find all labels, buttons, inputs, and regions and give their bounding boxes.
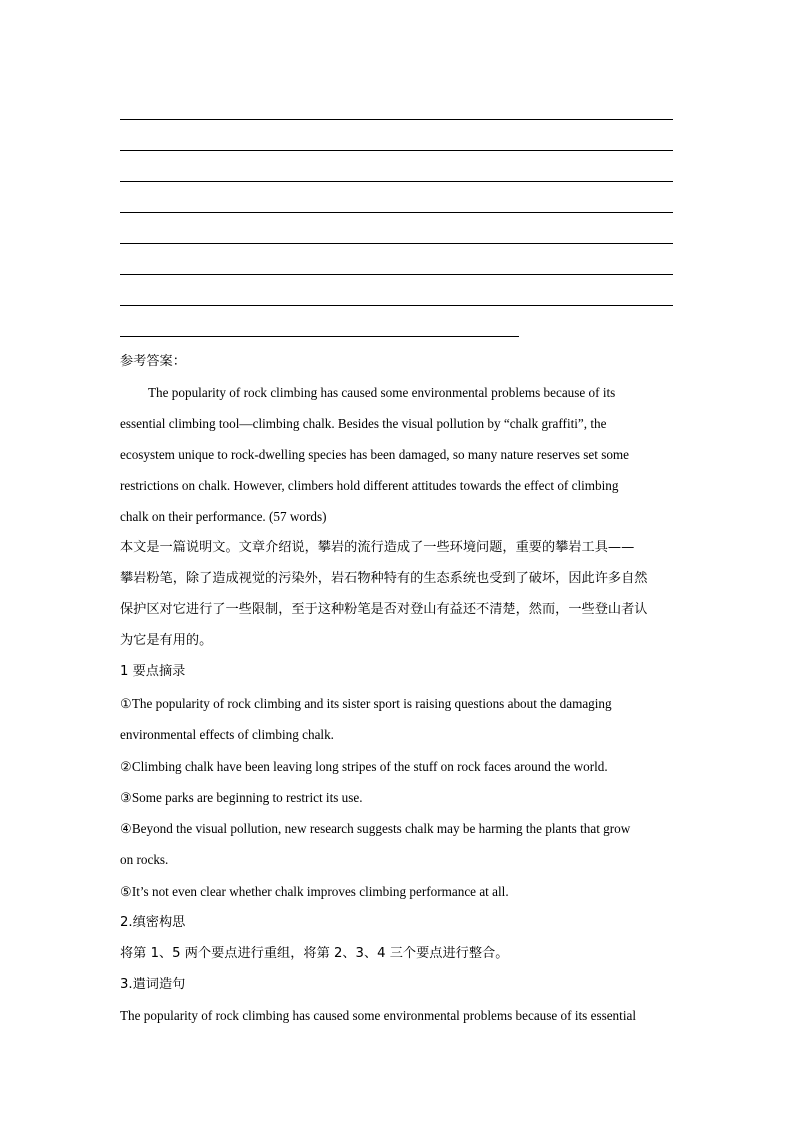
analysis-line: 攀岩粉笔，除了造成视觉的污染外，岩石物种特有的生态系统也受到了破坏，因此许多自然	[120, 571, 648, 586]
wording-text: The popularity of rock climbing has caused some environmental problems because of its essential	[120, 1008, 636, 1023]
answer-heading: 参考答案：	[120, 354, 186, 369]
section-heading-key-points: 1 要点摘录	[120, 664, 186, 679]
key-point-line: ①The popularity of rock climbing and its sister sport is raising questions about the damaging	[120, 696, 612, 711]
planning-text: 将第 1、5 两个要点进行重组，将第 2、3、4 三个要点进行整合。	[120, 946, 509, 961]
analysis-line: 本文是一篇说明文。文章介绍说，攀岩的流行造成了一些环境问题，重要的攀岩工具——	[120, 540, 635, 555]
summary-line: ecosystem unique to rock-dwelling species has been damaged, so many nature reserves set some	[120, 447, 630, 462]
writing-line	[120, 150, 673, 151]
summary-line: chalk on their performance. (57 words)	[120, 509, 327, 524]
key-point-line: ④Beyond the visual pollution, new research suggests chalk may be harming the plants that grow	[120, 821, 631, 836]
summary-line: restrictions on chalk. However, climbers hold different attitudes towards the effect of climbing	[120, 478, 619, 493]
writing-line	[120, 212, 673, 213]
summary-line: essential climbing tool—climbing chalk. Besides the visual pollution by “chalk graffiti”, the	[120, 416, 607, 431]
writing-line	[120, 119, 673, 120]
analysis-line: 保护区对它进行了一些限制，至于这种粉笔是否对登山有益还不清楚，然而，一些登山者认	[120, 602, 648, 617]
writing-line	[120, 181, 673, 182]
writing-line	[120, 305, 673, 306]
summary-line: The popularity of rock climbing has caused some environmental problems because of its	[148, 385, 616, 400]
key-point-line: environmental effects of climbing chalk.	[120, 727, 334, 742]
section-heading-planning: 2.缜密构思	[120, 915, 186, 930]
writing-line	[120, 274, 673, 275]
section-heading-wording: 3.遣词造句	[120, 977, 186, 992]
analysis-line: 为它是有用的。	[120, 633, 213, 648]
writing-line	[120, 243, 673, 244]
key-point-line: ⑤It’s not even clear whether chalk improves climbing performance at all.	[120, 884, 509, 899]
writing-line	[120, 336, 519, 337]
key-point-line: ②Climbing chalk have been leaving long stripes of the stuff on rock faces around the world.	[120, 759, 608, 774]
key-point-line: on rocks.	[120, 852, 169, 867]
key-point-line: ③Some parks are beginning to restrict its use.	[120, 790, 363, 805]
